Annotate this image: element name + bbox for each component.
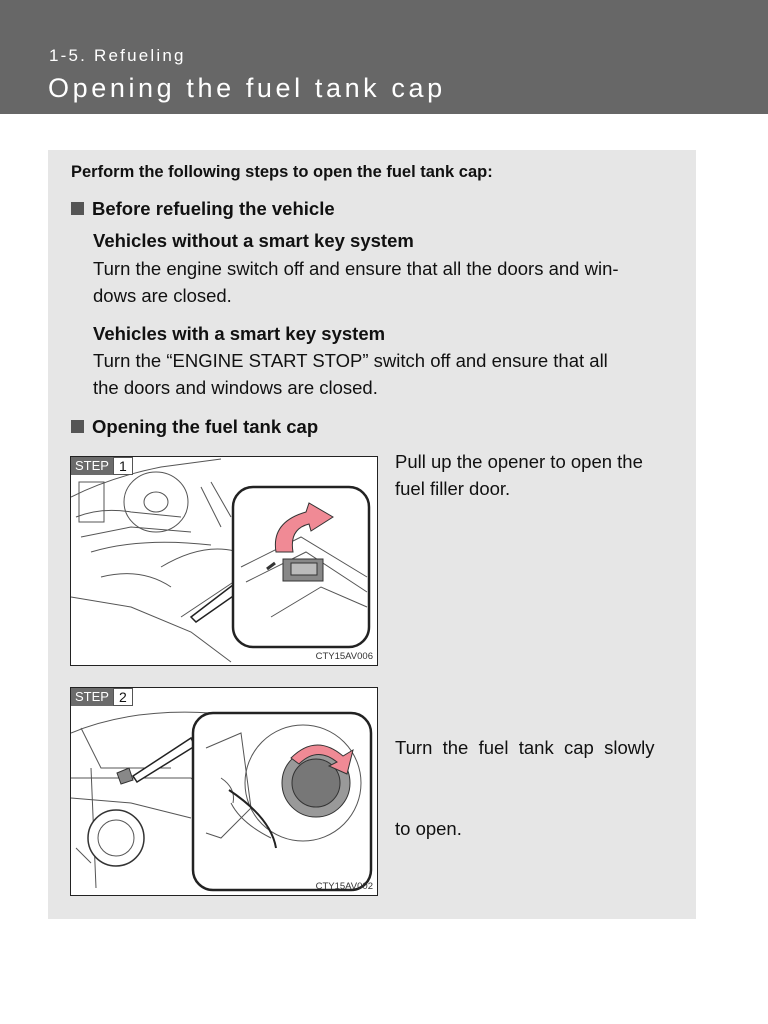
step-1-text: [395, 448, 675, 502]
step-text-line: Turn the fuel tank cap slowly: [395, 737, 655, 758]
step-text-line: fuel filler door.: [395, 478, 511, 499]
figure-code: CTY15AV002: [315, 881, 373, 892]
step-label: STEP: [71, 457, 113, 475]
step-number: 2: [113, 688, 133, 706]
step-text-line: to open.: [395, 818, 462, 839]
figure-code: CTY15AV006: [315, 651, 373, 662]
section-label: 1-5. Refueling: [49, 46, 186, 65]
paragraph-line: Turn the engine switch off and ensure that all the doors and win-: [93, 258, 619, 279]
subheading-no-smart-key: Vehicles without a smart key system: [93, 230, 414, 251]
section-heading-opening: [71, 416, 318, 438]
intro-text: Perform the following steps to open the fuel tank cap:: [71, 163, 493, 181]
step-number: 1: [113, 457, 133, 475]
step-2-text: [395, 680, 675, 896]
page-title: Opening the fuel tank cap: [48, 73, 446, 103]
page-header: [0, 0, 768, 114]
step-2-figure: [70, 687, 378, 896]
square-bullet-icon: [71, 202, 84, 215]
section-heading-before-refueling: [71, 198, 335, 220]
interior-opener-illustration: [71, 457, 377, 665]
square-bullet-icon: [71, 420, 84, 433]
step-label: STEP: [71, 688, 113, 706]
paragraph-no-smart-key: [93, 255, 673, 309]
subheading-smart-key: Vehicles with a smart key system: [93, 323, 386, 344]
heading-text: Opening the fuel tank cap: [92, 416, 319, 437]
step-1-figure: [70, 456, 378, 666]
paragraph-line: dows are closed.: [93, 285, 232, 306]
step-text-line: Pull up the opener to open the: [395, 451, 643, 472]
heading-text: Before refueling the vehicle: [92, 198, 335, 219]
paragraph-smart-key: [93, 347, 678, 401]
fuel-cap-illustration: [71, 688, 377, 895]
paragraph-line: Turn the “ENGINE START STOP” switch off and ensure that all: [93, 350, 608, 371]
step-2-badge: [71, 688, 133, 706]
step-1-badge: [71, 457, 133, 475]
paragraph-line: the doors and windows are closed.: [93, 377, 378, 398]
content-panel: [48, 150, 696, 919]
